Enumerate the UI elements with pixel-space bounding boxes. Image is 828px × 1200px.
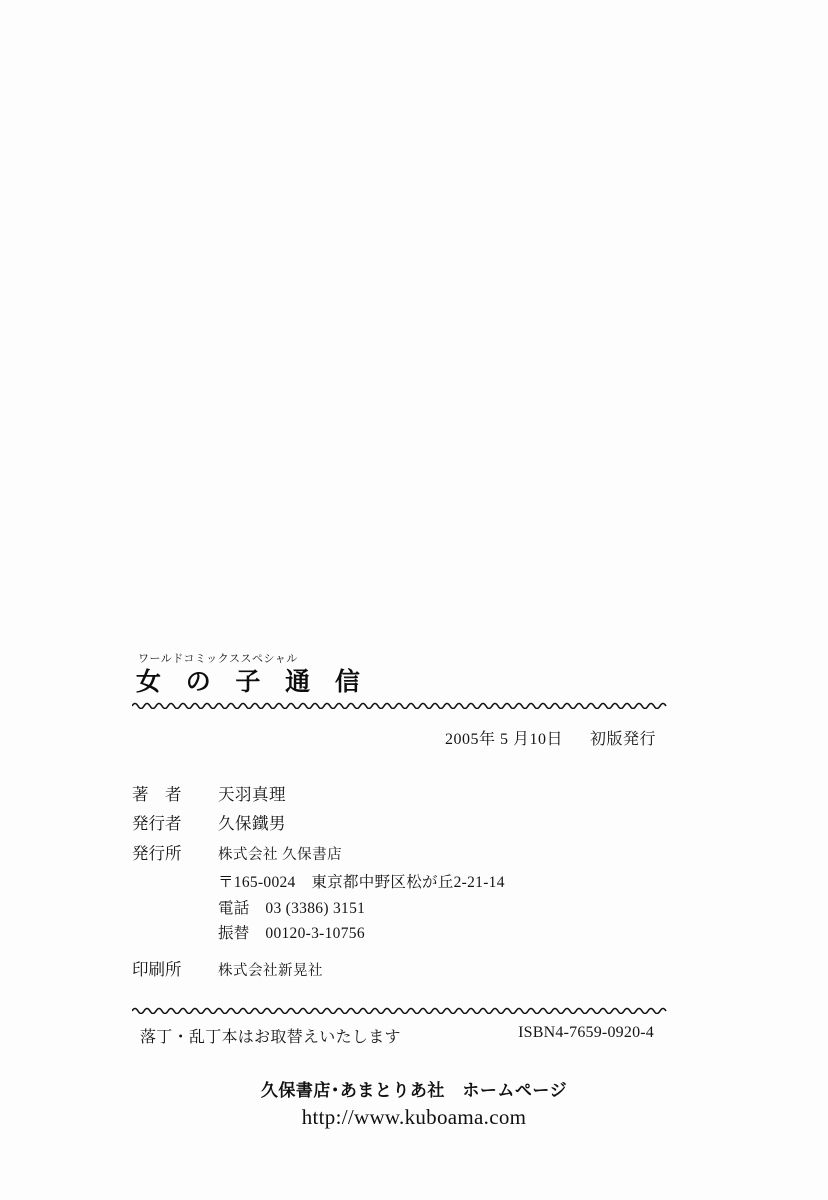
- staff-row: [132, 959, 668, 979]
- printer-label: 印刷所: [132, 959, 182, 979]
- defect-notice: 落丁・乱丁本はお取替えいたします: [140, 1029, 401, 1046]
- author-name: 天羽真理: [218, 784, 286, 804]
- publication-date-row: [132, 726, 668, 749]
- homepage-name: 久保書店･あまとりあ社 ホームページ: [260, 1081, 568, 1101]
- publisher-person-label: 発行者: [132, 814, 182, 833]
- staff-table: [132, 784, 668, 979]
- publisher-phone: 電話 03 (3386) 3151: [218, 899, 366, 917]
- book-title: 女 の 子 通 信: [136, 667, 368, 696]
- edition-label: 初版発行: [589, 730, 656, 748]
- author-label: 著 者: [132, 784, 182, 804]
- furikae-row: [132, 926, 668, 942]
- publisher-company-name: 株式会社 久保書店: [218, 846, 343, 863]
- address-row: [132, 875, 668, 891]
- publication-date: 2005年 5 月10日: [444, 730, 563, 748]
- homepage-url[interactable]: http://www.kuboama.com: [301, 1105, 527, 1129]
- wavy-divider-top: [132, 700, 668, 709]
- staff-row: [132, 816, 668, 833]
- isbn-code: ISBN4-7659-0920-4: [518, 1024, 654, 1041]
- staff-row: [132, 843, 668, 863]
- footer-notice-row: [132, 1024, 668, 1047]
- series-label: ワールドコミックススペシャル: [138, 652, 298, 665]
- staff-row: [132, 784, 668, 804]
- publisher-furikae: 振替 00120-3-10756: [218, 925, 365, 942]
- publisher-person-name: 久保鐵男: [218, 814, 286, 833]
- colophon-block: [132, 650, 668, 978]
- phone-row: [132, 901, 668, 917]
- publisher-company-label: 発行所: [132, 843, 182, 863]
- wavy-divider-bottom: [132, 1005, 668, 1014]
- homepage-block: [0, 1076, 828, 1130]
- publisher-address: 〒165-0024 東京都中野区松が丘2-21-14: [218, 874, 505, 891]
- printer-name: 株式会社新晃社: [218, 962, 323, 979]
